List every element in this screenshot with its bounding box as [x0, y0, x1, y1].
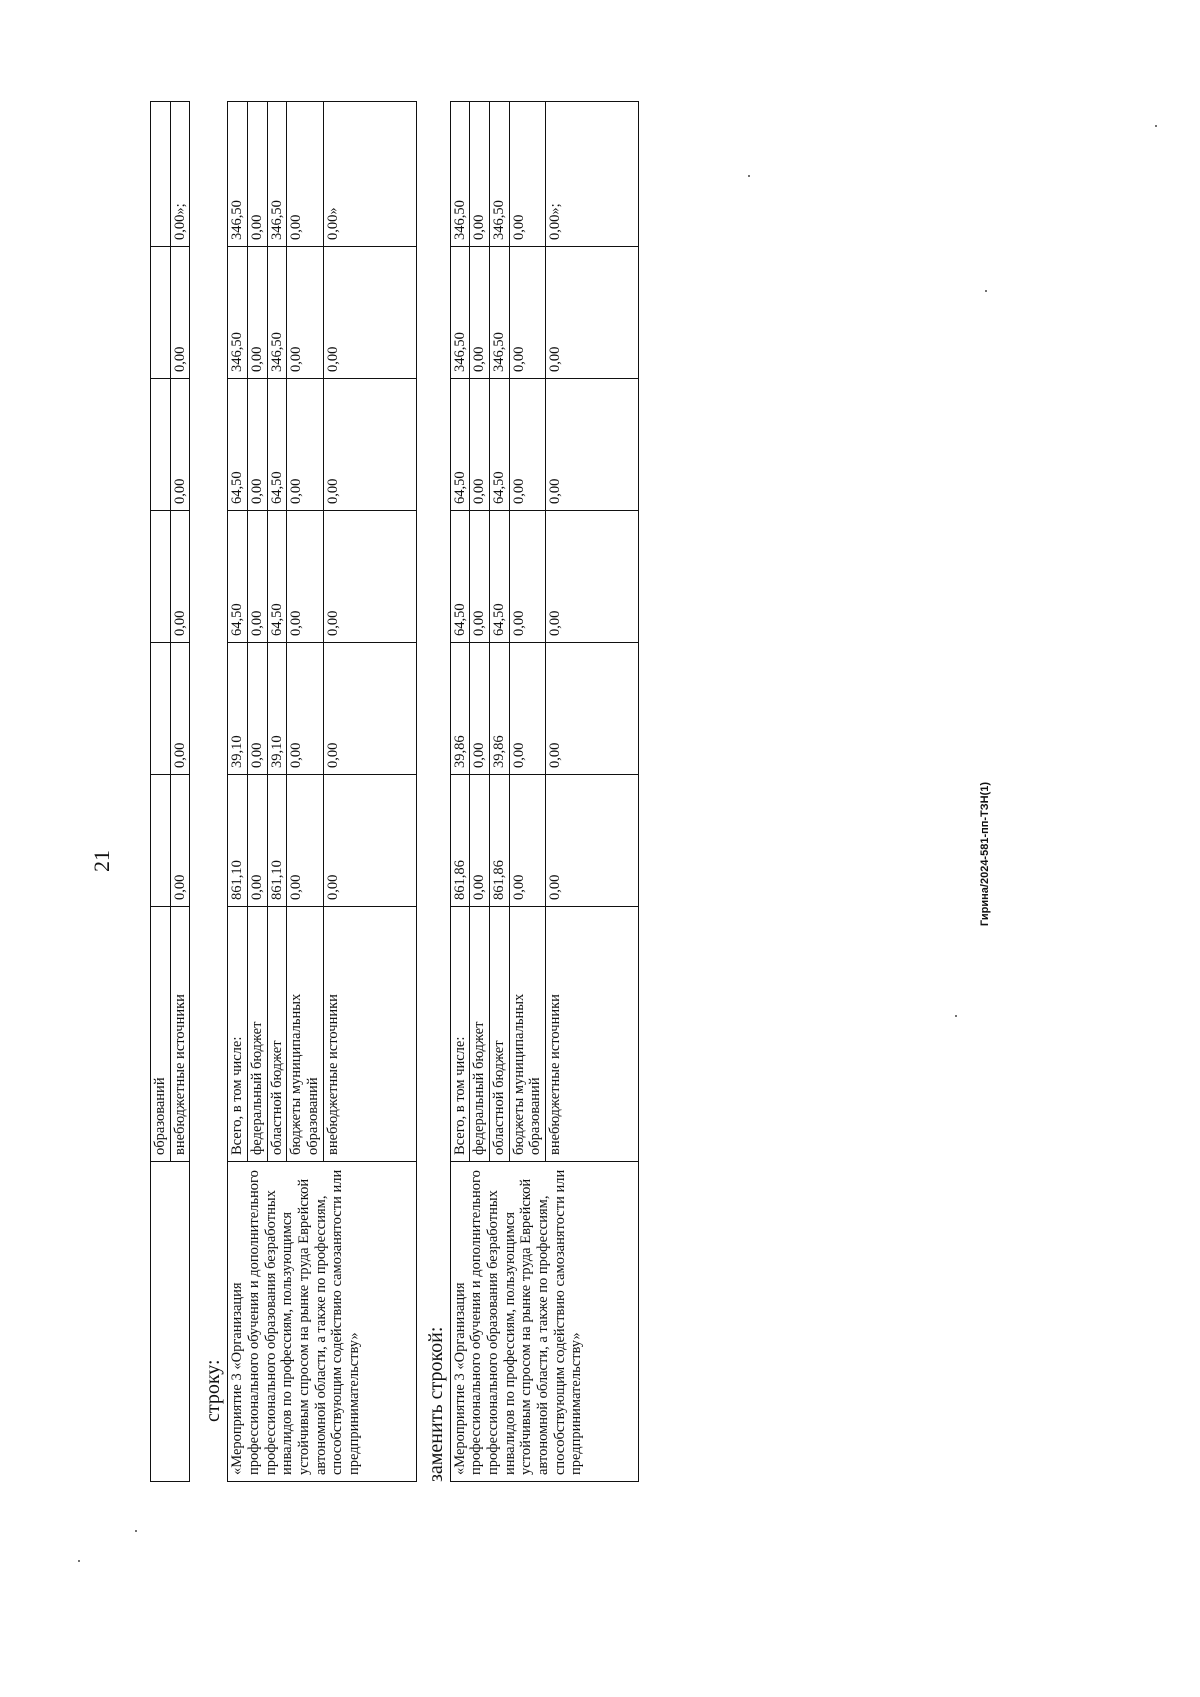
- value-cell: 0,00: [287, 102, 323, 247]
- source-label: внебюджетные источники: [170, 907, 190, 1162]
- value-cell: 0,00: [470, 643, 490, 775]
- value-cell: 0,00: [470, 379, 490, 511]
- value-cell: 0,00: [170, 775, 190, 907]
- value-cell: [151, 511, 171, 643]
- value-cell: 64,50: [228, 511, 248, 643]
- value-cell: 0,00: [248, 643, 268, 775]
- value-cell: 0,00: [509, 511, 545, 643]
- source-label: федеральный бюджет: [470, 907, 490, 1162]
- value-cell: 0,00: [509, 102, 545, 247]
- source-label: областной бюджет: [267, 907, 287, 1162]
- value-cell: 0,00: [470, 775, 490, 907]
- source-label: бюджеты муниципальных образований: [287, 907, 323, 1162]
- value-cell: 0,00: [509, 379, 545, 511]
- value-cell: 0,00: [248, 511, 268, 643]
- value-cell: 346,50: [267, 102, 287, 247]
- value-cell: 861,86: [450, 775, 470, 907]
- value-cell: 0,00: [170, 643, 190, 775]
- new-row-table: [450, 101, 639, 1482]
- value-cell: 0,00: [248, 379, 268, 511]
- value-cell: 0,00: [546, 775, 639, 907]
- value-cell: 346,50: [450, 102, 470, 247]
- source-label: федеральный бюджет: [248, 907, 268, 1162]
- page-number: 21: [89, 850, 114, 872]
- value-cell: 346,50: [228, 247, 248, 379]
- value-cell: 0,00: [323, 379, 416, 511]
- value-cell: 0,00: [323, 775, 416, 907]
- value-cell: 0,00: [470, 102, 490, 247]
- value-cell: 0,00»;: [546, 102, 639, 247]
- value-cell: 39,10: [228, 643, 248, 775]
- value-cell: 0,00: [170, 247, 190, 379]
- value-cell: 0,00: [287, 247, 323, 379]
- value-cell: 0,00: [509, 643, 545, 775]
- value-cell: 0,00: [248, 775, 268, 907]
- value-cell: [151, 102, 171, 247]
- measure-description: «Мероприятие 3 «Организация профессионального обучения и дополнительного профессионального образования безработных инвалидов по профессиям, пользующимся устойчивым спросом на рынке труда Еврейской автономной области, а также по профессиям, способствующим содействию самозанятости или предпринимательству»: [228, 1162, 416, 1482]
- value-cell: 0,00: [287, 775, 323, 907]
- source-label: внебюджетные источники: [546, 907, 639, 1162]
- value-cell: [151, 379, 171, 511]
- value-cell: 0,00»: [323, 102, 416, 247]
- value-cell: 64,50: [450, 379, 470, 511]
- value-cell: 64,50: [490, 379, 510, 511]
- value-cell: 64,50: [267, 511, 287, 643]
- table-row: [228, 102, 248, 1482]
- top-table: [150, 101, 190, 1482]
- value-cell: 0,00: [546, 511, 639, 643]
- value-cell: 0,00: [287, 379, 323, 511]
- value-cell: 0,00: [170, 511, 190, 643]
- source-label: Всего, в том числе:: [228, 907, 248, 1162]
- empty-cell: [151, 1162, 190, 1482]
- value-cell: 39,10: [267, 643, 287, 775]
- table-row: [450, 102, 470, 1482]
- value-cell: [151, 247, 171, 379]
- value-cell: 861,10: [267, 775, 287, 907]
- value-cell: 39,86: [450, 643, 470, 775]
- value-cell: 0,00: [287, 511, 323, 643]
- value-cell: [151, 643, 171, 775]
- old-row-table: [227, 101, 416, 1482]
- section-title-old: строку:: [202, 1359, 225, 1422]
- value-cell: 0,00: [546, 643, 639, 775]
- value-cell: 0,00: [170, 379, 190, 511]
- value-cell: 64,50: [490, 511, 510, 643]
- source-label: образований: [151, 907, 171, 1162]
- value-cell: 346,50: [490, 102, 510, 247]
- value-cell: 39,86: [490, 643, 510, 775]
- section-title-new: заменить строкой:: [424, 1326, 447, 1482]
- value-cell: 0,00: [470, 247, 490, 379]
- value-cell: 0,00: [470, 511, 490, 643]
- value-cell: 346,50: [267, 247, 287, 379]
- source-label: внебюджетные источники: [323, 907, 416, 1162]
- value-cell: 0,00: [323, 247, 416, 379]
- value-cell: 64,50: [450, 511, 470, 643]
- value-cell: 0,00: [546, 247, 639, 379]
- source-label: бюджеты муниципальных образований: [509, 907, 545, 1162]
- table-row: [151, 102, 171, 1482]
- value-cell: 346,50: [228, 102, 248, 247]
- source-label: областной бюджет: [490, 907, 510, 1162]
- measure-description: «Мероприятие 3 «Организация профессионального обучения и дополнительного профессионального образования безработных инвалидов по профессиям, пользующимся устойчивым спросом на рынке труда Еврейской автономной области, а также по профессиям, способствующим содействию самозанятости или предпринимательству»: [450, 1162, 638, 1482]
- value-cell: 346,50: [450, 247, 470, 379]
- value-cell: 0,00: [509, 247, 545, 379]
- value-cell: 861,86: [490, 775, 510, 907]
- value-cell: 0,00: [323, 511, 416, 643]
- value-cell: 64,50: [228, 379, 248, 511]
- value-cell: 861,10: [228, 775, 248, 907]
- page-content: [150, 102, 639, 1482]
- value-cell: 0,00: [323, 643, 416, 775]
- value-cell: 64,50: [267, 379, 287, 511]
- value-cell: 0,00: [287, 643, 323, 775]
- value-cell: 0,00: [248, 247, 268, 379]
- value-cell: 0,00: [248, 102, 268, 247]
- document-code: Гирина/2024-581-пп-ТЗН(1): [979, 781, 991, 927]
- source-label: Всего, в том числе:: [450, 907, 470, 1162]
- value-cell: 0,00: [546, 379, 639, 511]
- value-cell: [151, 775, 171, 907]
- value-cell: 0,00»;: [170, 102, 190, 247]
- value-cell: 346,50: [490, 247, 510, 379]
- value-cell: 0,00: [509, 775, 545, 907]
